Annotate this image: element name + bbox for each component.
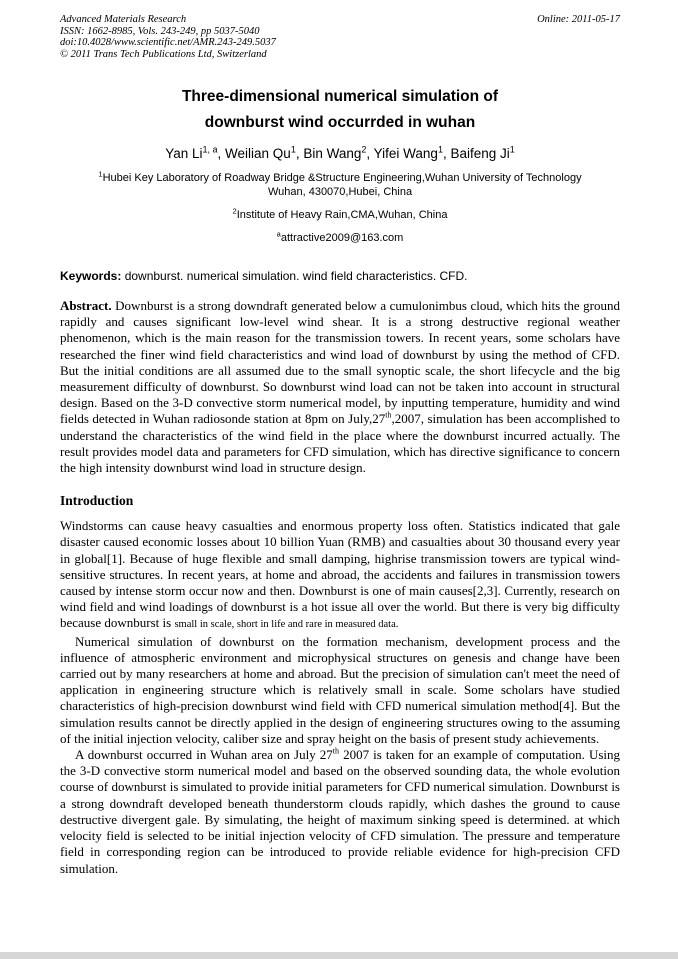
abstract-paragraph — [60, 298, 620, 476]
author-2 — [225, 146, 303, 161]
section-heading-introduction: Introduction — [60, 493, 134, 509]
authors-line — [60, 145, 620, 162]
author-5-name: Baifeng Ji — [450, 146, 510, 161]
email-marker: a — [276, 229, 281, 239]
author-separator: , — [217, 146, 226, 161]
affiliation-1-marker: 1 — [98, 169, 103, 179]
online-date: Online: 2011-05-17 — [537, 14, 620, 25]
keywords-line — [60, 269, 620, 283]
journal-name: Advanced Materials Research — [60, 14, 187, 25]
affiliation-1 — [60, 171, 620, 199]
author-1 — [165, 146, 225, 161]
author-3-affiliation-marker: 2 — [361, 144, 367, 155]
author-4-affiliation-marker: 1 — [437, 144, 443, 155]
paper-title — [60, 84, 620, 136]
affiliation-2 — [60, 208, 620, 222]
page-bottom-edge — [0, 952, 678, 959]
abstract-text-1: Downburst is a strong downdraft generated below a cumulonimbus cloud, which hits the ground rapidly and causes significant low-level wind shear. It is a strong destructive regional weather phenomenon, which is the main reason for the transmission towers. In recent years, some scholars have researched the finer wind field characteristics and wind load of downburst by using the method of CFD. But the initial conditions are all assumed due to the small synoptic scale, the short lifecycle and the big measurement difficulty of downburst. So downburst wind load can not be taken into account in structural design. Based on the 3-D convective storm numerical model, by inputting temperature, humidity and wind fields detected in Wuhan radiosonde station at 8pm on July,27 — [60, 298, 620, 427]
intro-paragraph-2: Numerical simulation of downburst on the formation mechanism, development process and the influence of atmospheric environment and microphysical structures on genesis and change have been carried out by many researchers at home and abroad. But the precision of simulation can't meet the need of application in engineering structure which is relatively small in scale. Some scholars have studied characteristics of high-precision downburst wind field with CFD numerical simulation method[4]. But the simulation results cannot be directly applied in the design of engineering structures owing to the assuming of the initial injection velocity, caliber size and spray height on the basis of present study achievements. — [60, 633, 620, 746]
author-4-name: Yifei Wang — [373, 146, 438, 161]
intro-paragraph-3-text-1: A downburst occurred in Wuhan area on July 27 — [75, 747, 333, 763]
affiliation-2-text: Institute of Heavy Rain,CMA,Wuhan, China — [236, 209, 448, 221]
intro-paragraph-1-small-text: small in scale, short in life and rare in measured data. — [174, 619, 399, 631]
copyright-line: © 2011 Trans Tech Publications Ltd, Switzerland — [60, 48, 267, 60]
abstract-text-2: ,2007, simulation has been accomplished to understand the characteristics of the wind field in the place where the downburst incurred actually. The result provides model data and parameters for CFD simulation, which has directive significance to concern the high intensity downburst wind load in structure design. — [60, 411, 620, 476]
keywords-text: downburst. numerical simulation. wind field characteristics. CFD. — [121, 269, 468, 283]
intro-paragraph-1-text: Windstorms can cause heavy casualties and enormous property loss often. Statistics indicated that gale disaster caused economic losses about 10 billion Yuan (RMB) and casualties about 30 thousand every year in global[1]. Because of huge flexible and small damping, highrise transmission towers are typical wind-sensitive structures. In recent years, at home and abroad, the accidents and failures in transmission towers caused by intense storm occur now and then. Downburst is one of main causes[2,3]. Currently, research on wind field and wind loadings of downburst is a hot issue all over the world. But there is very big difficulty because downburst is — [60, 518, 620, 631]
intro-paragraph-3 — [60, 747, 620, 877]
email-text: attractive2009@163.com — [280, 232, 404, 244]
keywords-label: Keywords: — [60, 269, 122, 283]
author-3-name: Bin Wang — [303, 146, 362, 161]
affiliation-1-line-2: Wuhan, 430070,Hubei, China — [267, 186, 413, 198]
author-separator: , — [442, 146, 451, 161]
affiliation-1-text: Hubei Key Laboratory of Roadway Bridge &Structure Engineering,Wuhan University of Technology — [102, 172, 582, 184]
intro-paragraph-3-text-2: 2007 is taken for an example of computation. Using the 3-D convective storm numerical model and based on the observed sounding data, the whole evolution course of downburst is simulated to provide initial parameters for CFD numerical simulation. Downburst is a strong downdraft developed beneath thunderstorm clouds rapidly, which dashes the ground to cause destructive divergent gale. By simulating, the height of maximum sinking speed is determined. at which velocity field is selected to be initial injection velocity of CFD simulation. The pressure and temperature field in corresponding region can be introduced to provide reliable evidence for high-precision CFD simulation. — [60, 747, 620, 876]
author-1-affiliation-marker: 1, a — [202, 144, 218, 155]
author-separator: , — [295, 146, 304, 161]
intro-paragraph-1 — [60, 518, 620, 633]
author-2-affiliation-marker: 1 — [290, 144, 296, 155]
author-5 — [450, 146, 514, 161]
publication-header — [60, 14, 620, 60]
affiliation-1-line-1 — [60, 171, 620, 185]
issn-line: ISSN: 1662-8985, Vols. 243-249, pp 5037-5040 — [60, 25, 260, 37]
author-5-affiliation-marker: 1 — [509, 144, 515, 155]
corresponding-email — [60, 231, 620, 245]
doi-line: doi:10.4028/www.scientific.net/AMR.243-249.5037 — [60, 37, 276, 48]
affiliation-2-marker: 2 — [232, 206, 237, 216]
intro-ordinal-superscript: th — [332, 746, 339, 756]
author-3 — [303, 146, 373, 161]
author-2-name: Weilian Qu — [225, 146, 291, 161]
publication-info — [60, 14, 276, 60]
abstract-label: Abstract. — [60, 298, 112, 313]
author-1-name: Yan Li — [165, 146, 203, 161]
title-line-2: downburst wind occurrded in wuhan — [204, 114, 476, 131]
author-separator: , — [366, 146, 374, 161]
title-line-1: Three-dimensional numerical simulation of — [181, 88, 499, 105]
author-4 — [374, 146, 451, 161]
abstract-ordinal-superscript: th — [385, 411, 392, 421]
